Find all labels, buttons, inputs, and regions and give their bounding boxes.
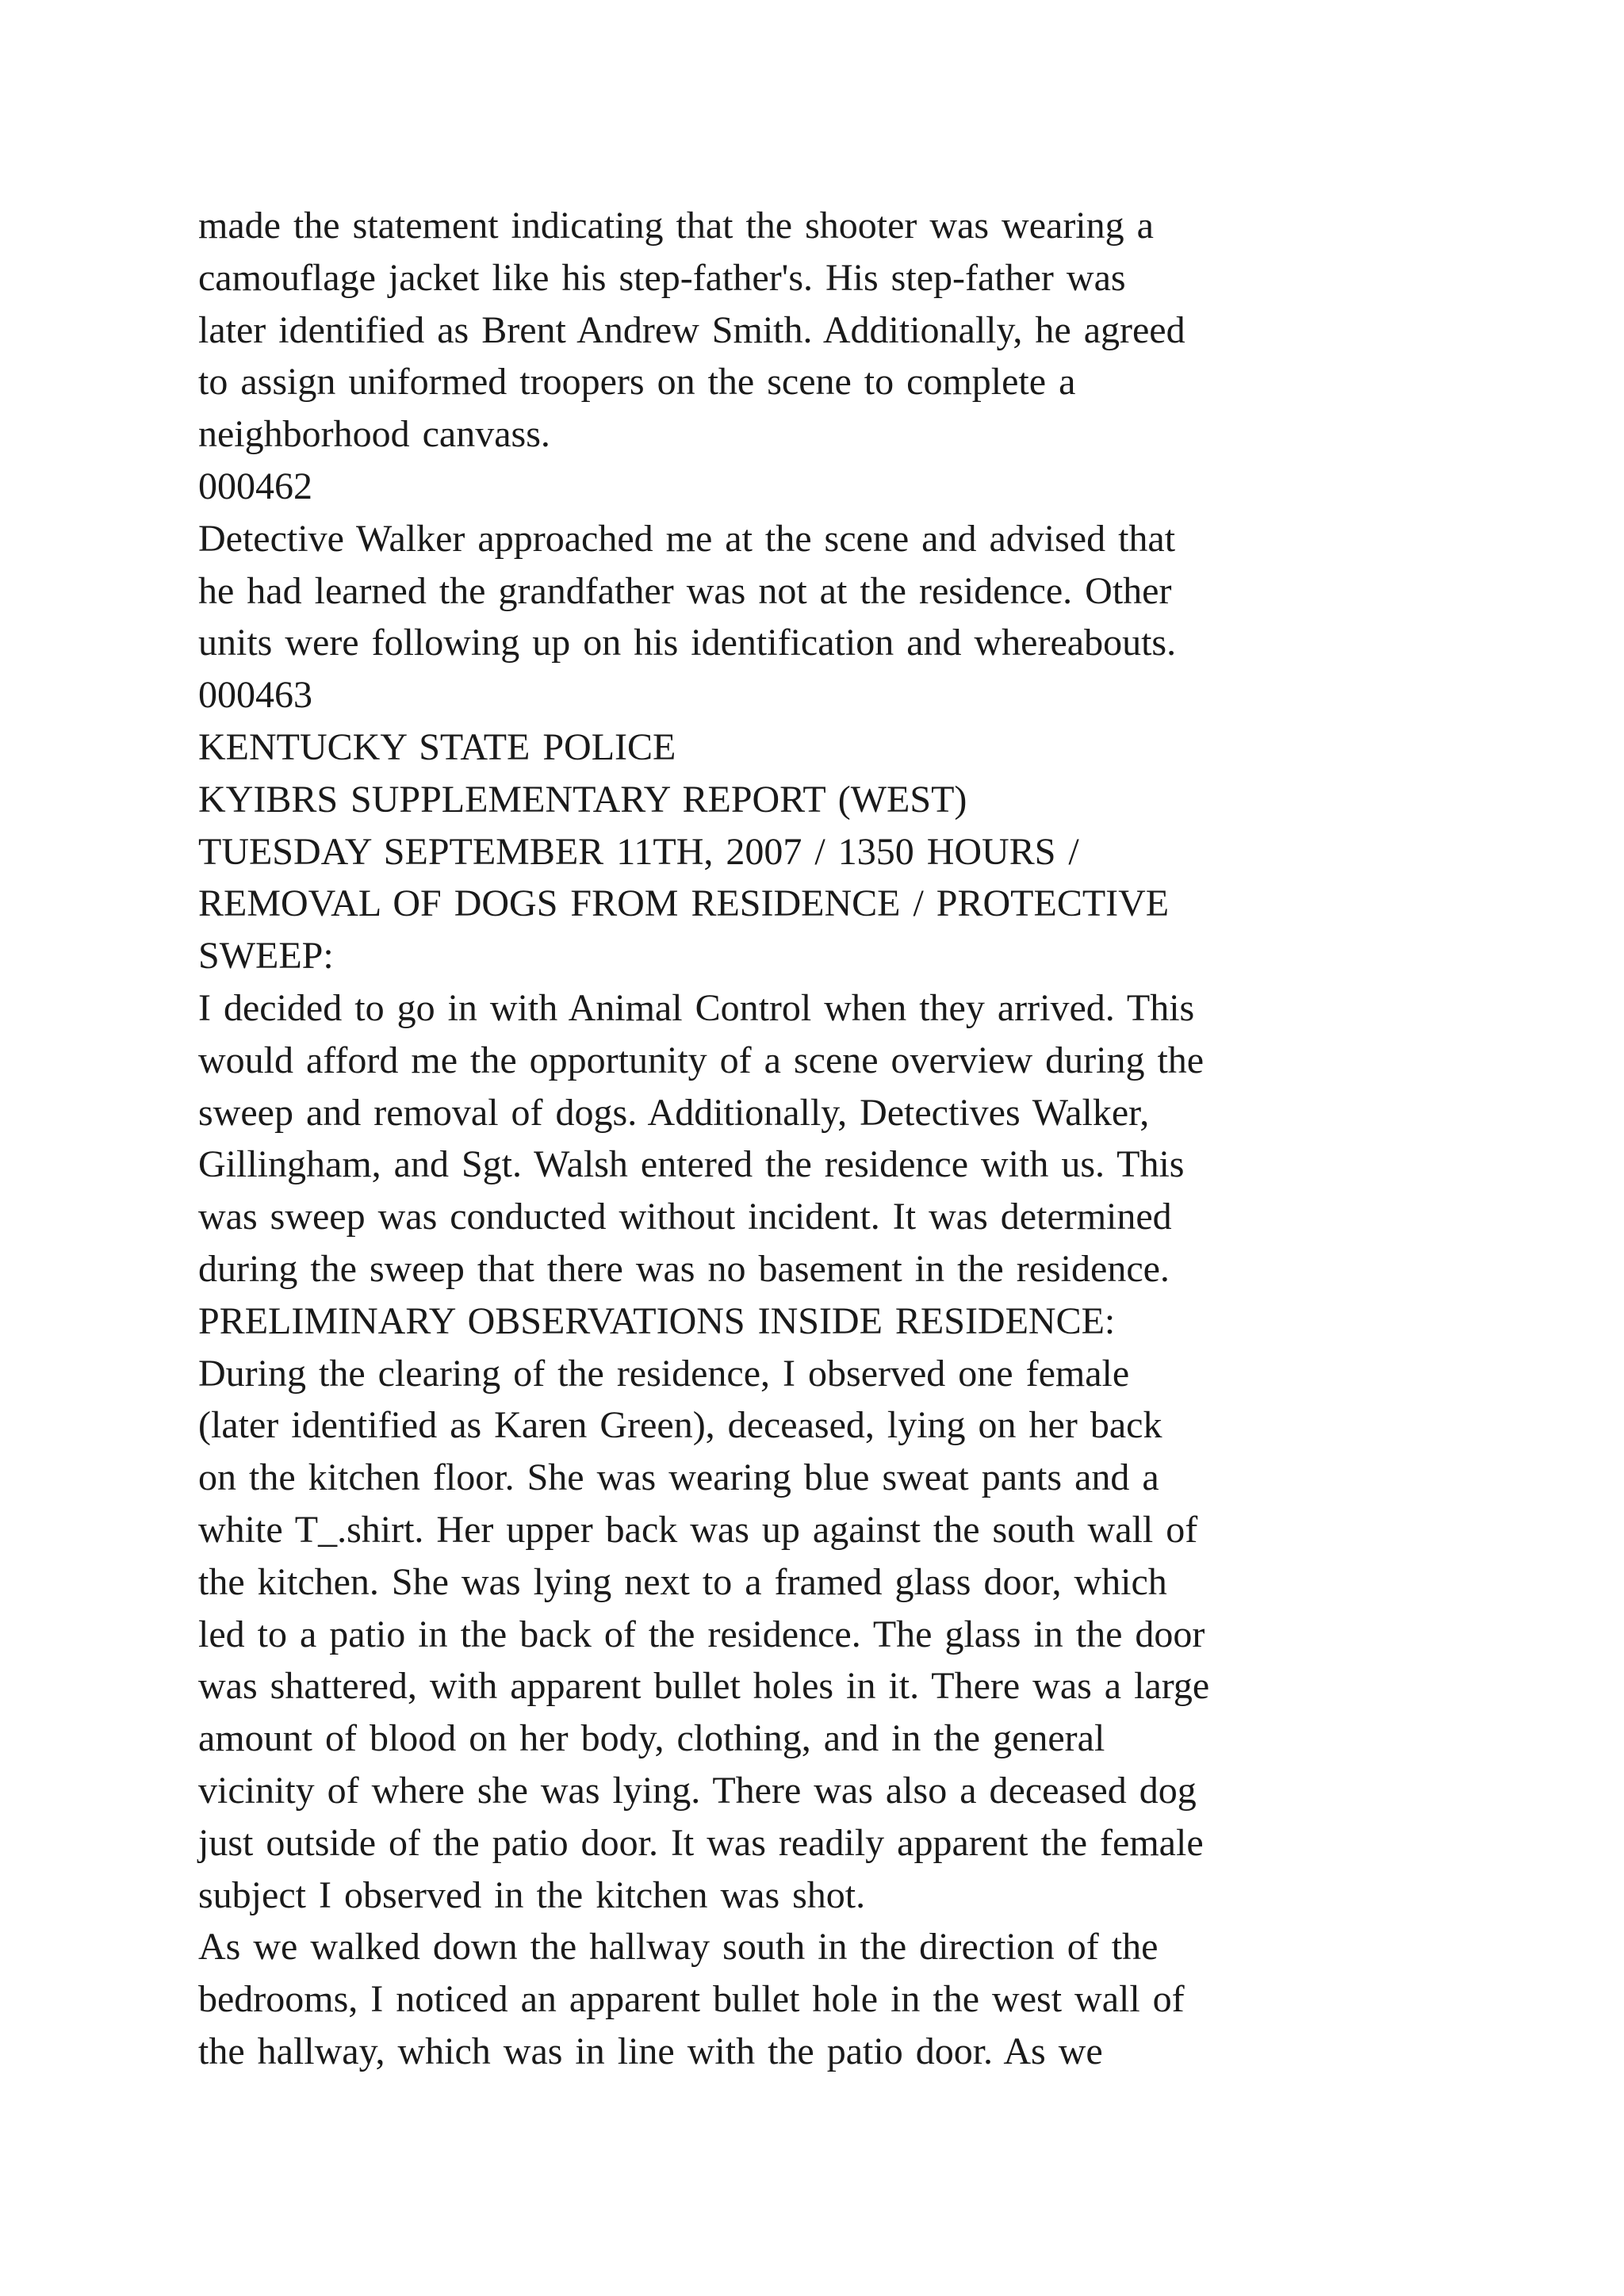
text-line: units were following up on his identification and whereabouts. — [198, 622, 1177, 664]
text-line: was sweep was conducted without incident. It was determined — [198, 1196, 1172, 1238]
text-line: the kitchen. She was lying next to a framed glass door, which — [198, 1560, 1167, 1603]
text-line: camouflage jacket like his step-father's. His step-father was — [198, 256, 1126, 299]
section-heading: SWEEP: — [198, 935, 334, 978]
document-body — [198, 200, 1499, 2078]
text-line: neighborhood canvass. — [198, 413, 550, 456]
text-line: (later identified as Karen Green), deceased, lying on her back — [198, 1404, 1162, 1447]
text-line: I decided to go in with Animal Control when they arrived. This — [198, 986, 1195, 1029]
text-line: during the sweep that there was no basement in the residence. — [198, 1247, 1170, 1290]
report-date-heading: TUESDAY SEPTEMBER 11TH, 2007 / 1350 HOURS / — [198, 830, 1079, 873]
text-line: As we walked down the hallway south in the direction of the — [198, 1926, 1159, 1969]
text-line: Detective Walker approached me at the scene and advised that — [198, 517, 1176, 560]
text-line: he had learned the grandfather was not at the residence. Other — [198, 569, 1172, 612]
text-line: sweep and removal of dogs. Additionally, Detectives Walker, — [198, 1091, 1150, 1134]
page-number: 000462 — [198, 465, 312, 507]
text-line: the hallway, which was in line with the patio door. As we — [198, 2030, 1103, 2072]
text-line: on the kitchen floor. She was wearing blue sweat pants and a — [198, 1456, 1159, 1499]
text-line: to assign uniformed troopers on the scene to complete a — [198, 361, 1076, 404]
text-line: subject I observed in the kitchen was shot. — [198, 1873, 866, 1916]
text-line: would afford me the opportunity of a scene overview during the — [198, 1039, 1205, 1081]
report-heading: KYIBRS SUPPLEMENTARY REPORT (WEST) — [198, 778, 967, 821]
text-line: later identified as Brent Andrew Smith. Additionally, he agreed — [198, 308, 1185, 351]
text-line: white T_.shirt. Her upper back was up against the south wall of — [198, 1508, 1198, 1551]
text-line: bedrooms, I noticed an apparent bullet hole in the west wall of — [198, 1978, 1185, 2021]
text-line: During the clearing of the residence, I observed one female — [198, 1352, 1130, 1395]
section-heading: PRELIMINARY OBSERVATIONS INSIDE RESIDENCE: — [198, 1299, 1116, 1342]
text-line: vicinity of where she was lying. There was also a deceased dog — [198, 1769, 1197, 1812]
text-line: was shattered, with apparent bullet holes in it. There was a large — [198, 1665, 1210, 1708]
section-heading: REMOVAL OF DOGS FROM RESIDENCE / PROTECTIVE — [198, 882, 1170, 925]
text-line: made the statement indicating that the shooter was wearing a — [198, 205, 1154, 247]
agency-heading: KENTUCKY STATE POLICE — [198, 725, 676, 768]
text-line: just outside of the patio door. It was readily apparent the female — [198, 1821, 1204, 1864]
text-line: Gillingham, and Sgt. Walsh entered the residence with us. This — [198, 1143, 1185, 1186]
text-line: amount of blood on her body, clothing, and in the general — [198, 1717, 1105, 1760]
page-number: 000463 — [198, 674, 312, 717]
text-line: led to a patio in the back of the residence. The glass in the door — [198, 1613, 1205, 1655]
